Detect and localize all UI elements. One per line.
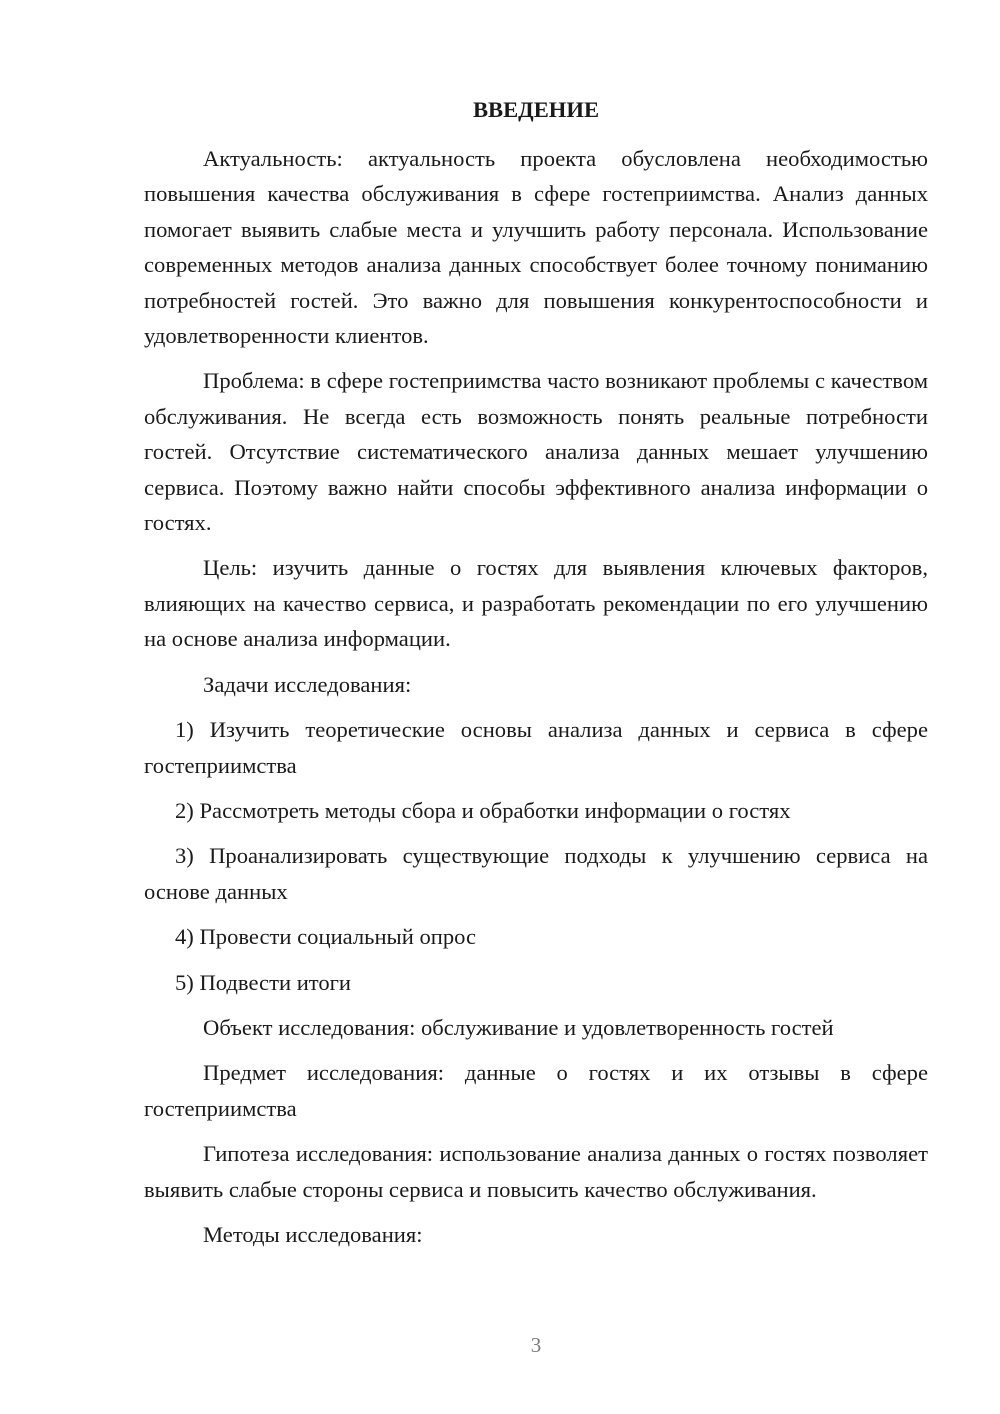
page-title: ВВЕДЕНИЕ [472, 97, 600, 122]
paragraph-goal: Цель: изучить данные о гостях для выявления ключевых факторов, влияющих на качество сервиса, и разработать рекомендации по его улучшению на основе анализа информации. [144, 555, 928, 652]
paragraph-object: Объект исследования: обслуживание и удовлетворенность гостей [203, 1014, 834, 1040]
methods-heading: Методы исследования: [203, 1221, 423, 1247]
paragraph-relevance: Актуальность: актуальность проекта обусловлена необходимостью повышения качества обслуживания в сфере гостеприимства. Анализ данных помогает выявить слабые места и улучшить работу персонала. Использование современных методов анализа данных способствует более точному пониманию потребностей гостей. Это важно для повышения конкурентоспособности и удовлетворенности клиентов. [144, 146, 928, 349]
task-item-3: 3) Проанализировать существующие подходы к улучшению сервиса на основе данных [144, 843, 928, 904]
paragraph-problem: Проблема: в сфере гостеприимства часто возникают проблемы с качеством обслуживания. Не всегда есть возможность понять реальные потребности гостей. Отсутствие систематического анализа данных мешает улучшению сервиса. Поэтому важно найти способы эффективного анализа информации о гостях. [144, 368, 928, 536]
task-item-5: 5) Подвести итоги [175, 969, 352, 995]
page-number: 3 [530, 1333, 542, 1357]
paragraph-hypothesis: Гипотеза исследования: использование анализа данных о гостях позволяет выявить слабые стороны сервиса и повысить качество обслуживания. [144, 1141, 928, 1202]
tasks-heading: Задачи исследования: [203, 671, 412, 697]
paragraph-subject: Предмет исследования: данные о гостях и их отзывы в сфере гостеприимства [144, 1060, 928, 1121]
document-page [144, 95, 928, 1262]
task-item-1: 1) Изучить теоретические основы анализа данных и сервиса в сфере гостеприимства [144, 717, 928, 778]
task-item-2: 2) Рассмотреть методы сбора и обработки информации о гостях [175, 797, 791, 823]
task-item-4: 4) Провести социальный опрос [175, 924, 477, 950]
